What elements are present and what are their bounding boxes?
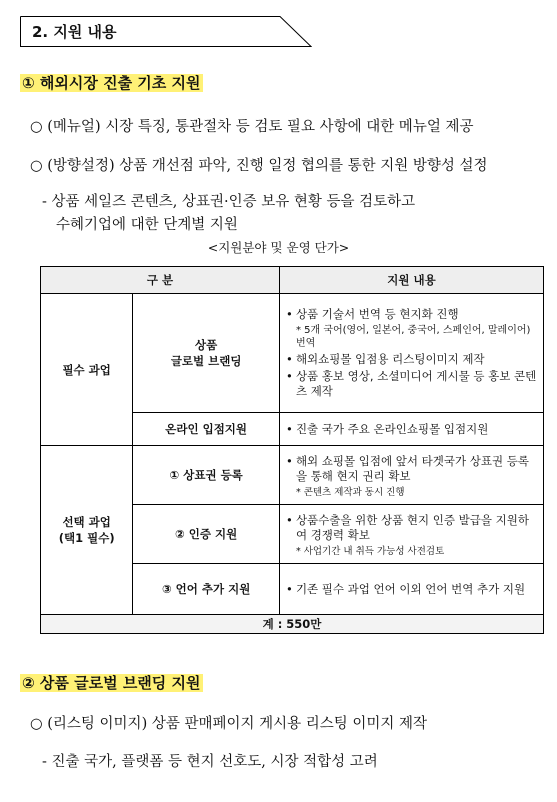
row-content bbox=[279, 413, 543, 446]
section-header bbox=[20, 16, 310, 46]
dash-review-line2: 수혜기업에 대한 단계별 지원 bbox=[56, 217, 238, 233]
total: 계 : 550만 bbox=[41, 615, 544, 634]
list-item: • 해외 쇼핑몰 입점에 앞서 타겟국가 상표권 등록을 통해 현지 권리 확보 bbox=[286, 454, 537, 484]
note: * 사업기간 내 취득 가능성 사전검토 bbox=[295, 545, 445, 557]
section-title: 2. 지원 내용 bbox=[32, 23, 117, 41]
list-item: • 기존 필수 과업 언어 이외 언어 번역 추가 지원 bbox=[286, 582, 537, 597]
bullet-listing-image: ○ (리스팅 이미지) 상품 판매페이지 게시용 리스팅 이미지 제작 bbox=[30, 716, 428, 732]
row-content bbox=[279, 505, 543, 564]
list-item: • 상품 기술서 번역 등 현지화 진행 bbox=[286, 307, 537, 322]
table-row bbox=[41, 294, 544, 413]
note: * 콘텐츠 제작과 동시 진행 bbox=[295, 486, 405, 498]
subsection-1-heading bbox=[20, 72, 203, 93]
dash-review-line1: - 상품 세일즈 콘텐츠, 상표권·인증 보유 현황 등을 검토하고 bbox=[42, 194, 416, 210]
support-table bbox=[40, 266, 544, 634]
header-content: 지원 내용 bbox=[279, 267, 543, 294]
row-content bbox=[279, 294, 543, 413]
bullet-direction: ○ (방향설정) 상품 개선점 파악, 진행 일정 협의를 통한 지원 방향성 설정 bbox=[30, 158, 488, 174]
subsection-2-title: ② 상품 글로벌 브랜딩 지원 bbox=[22, 674, 201, 692]
table-caption: <지원분야 및 운영 단가> bbox=[207, 240, 350, 255]
subsection-2-heading bbox=[20, 672, 203, 693]
list-item: • 상품 홍보 영상, 소셜미디어 게시물 등 홍보 콘텐츠 제작 bbox=[286, 369, 537, 399]
subsection-1-title: ① 해외시장 진출 기초 지원 bbox=[22, 74, 201, 92]
row-name: ① 상표권 등록 bbox=[133, 446, 280, 505]
note: * 5개 국어(영어, 일본어, 중국어, 스페인어, 말레이어) 번역 bbox=[295, 325, 531, 349]
table-row bbox=[41, 446, 544, 505]
row-name: 상품 글로벌 브랜딩 bbox=[133, 294, 280, 413]
row-content bbox=[279, 564, 543, 615]
table-header-row bbox=[41, 267, 544, 294]
table-total-row bbox=[41, 615, 544, 634]
row-name: ③ 언어 추가 지원 bbox=[133, 564, 280, 615]
list-item: • 상품수출을 위한 상품 현지 인증 발급을 지원하여 경쟁력 확보 bbox=[286, 513, 537, 543]
list-item: • 해외쇼핑몰 입점용 리스팅이미지 제작 bbox=[286, 352, 537, 367]
required-label: 필수 과업 bbox=[41, 294, 133, 446]
row-content bbox=[279, 446, 543, 505]
list-item: • 진출 국가 주요 온라인쇼핑몰 입점지원 bbox=[286, 422, 537, 437]
row-name: 온라인 입점지원 bbox=[133, 413, 280, 446]
optional-label: 선택 과업 (택1 필수) bbox=[41, 446, 133, 615]
dash-consider: - 진출 국가, 플랫폼 등 현지 선호도, 시장 적합성 고려 bbox=[42, 754, 378, 770]
row-name: ② 인증 지원 bbox=[133, 505, 280, 564]
header-category: 구 분 bbox=[41, 267, 280, 294]
bullet-manual: ○ (메뉴얼) 시장 특징, 통관절차 등 검토 필요 사항에 대한 메뉴얼 제공 bbox=[30, 119, 474, 135]
